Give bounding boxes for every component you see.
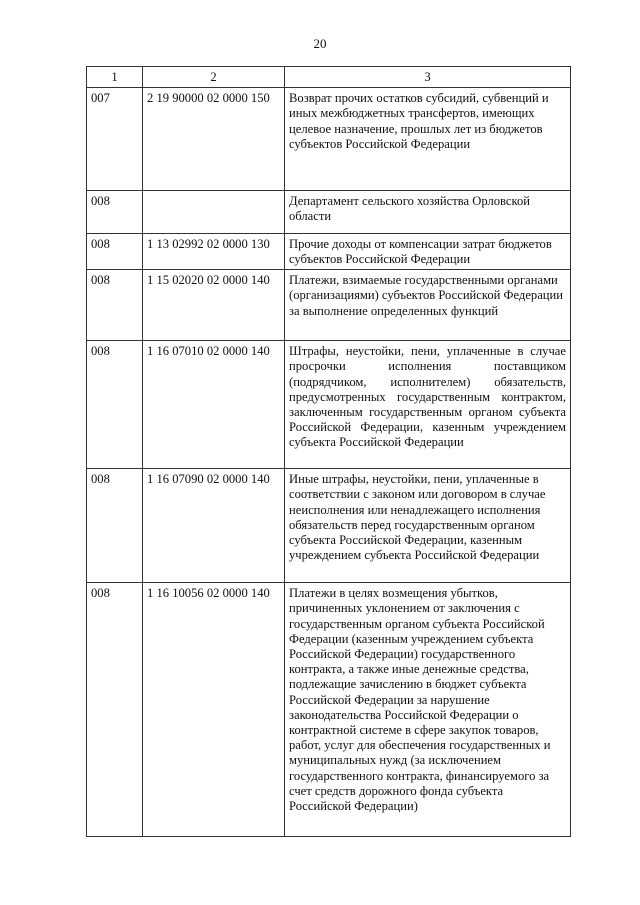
table-row (87, 469, 571, 583)
budget-code: 1 16 10056 02 0000 140 (143, 583, 285, 837)
income-description: Иные штрафы, неустойки, пени, уплаченные в соответствии с законом или договором в случае неисполнения или ненадлежащего исполнения обязательств перед государственным органом субъекта Российской Федерации, казенным учреждением субъекта Российской Федерации (285, 469, 571, 583)
admin-code: 008 (87, 234, 143, 270)
admin-code: 008 (87, 469, 143, 583)
admin-code: 007 (87, 88, 143, 191)
table-row (87, 270, 571, 341)
table-row (87, 583, 571, 837)
table-row (87, 88, 571, 191)
budget-code: 1 13 02992 02 0000 130 (143, 234, 285, 270)
column-header-1: 1 (87, 67, 143, 88)
budget-classification-table (86, 66, 571, 837)
budget-code: 1 15 02020 02 0000 140 (143, 270, 285, 341)
table-header-row (87, 67, 571, 88)
admin-code: 008 (87, 341, 143, 469)
income-description: Департамент сельского хозяйства Орловской области (285, 191, 571, 234)
table-row (87, 234, 571, 270)
budget-code: 1 16 07090 02 0000 140 (143, 469, 285, 583)
income-description: Прочие доходы от компенсации затрат бюджетов субъектов Российской Федерации (285, 234, 571, 270)
admin-code: 008 (87, 583, 143, 837)
budget-code: 1 16 07010 02 0000 140 (143, 341, 285, 469)
income-description: Платежи, взимаемые государственными органами (организациями) субъектов Российской Федерации за выполнение определенных функций (285, 270, 571, 341)
column-header-3: 3 (285, 67, 571, 88)
admin-code: 008 (87, 270, 143, 341)
admin-code: 008 (87, 191, 143, 234)
table-row (87, 191, 571, 234)
income-description: Штрафы, неустойки, пени, уплаченные в случае просрочки исполнения поставщиком (подрядчиком, исполнителем) обязательств, предусмотренных государственным контрактом, заключенным государственным органом субъекта Российской Федерации, казенным учреждением субъекта Российской Федерации (285, 341, 571, 469)
income-description: Возврат прочих остатков субсидий, субвенций и иных межбюджетных трансфертов, имеющих целевое назначение, прошлых лет из бюджетов субъектов Российской Федерации (285, 88, 571, 191)
table-row (87, 341, 571, 469)
budget-code: 2 19 90000 02 0000 150 (143, 88, 285, 191)
budget-code (143, 191, 285, 234)
income-description: Платежи в целях возмещения убытков, причиненных уклонением от заключения с государственным органом субъекта Российской Федерации (казенным учреждением субъекта Российской Федерации) государственного контракта, а также иные денежные средства, подлежащие зачислению в бюджет субъекта Российской Федерации за нарушение законодательства Российской Федерации о контрактной системе в сфере закупок товаров, работ, услуг для обеспечения государственных и муниципальных нужд (за исключением государственного контракта, финансируемого за счет средств дорожного фонда субъекта Российской Федерации) (285, 583, 571, 837)
column-header-2: 2 (143, 67, 285, 88)
page-number: 20 (313, 36, 327, 51)
